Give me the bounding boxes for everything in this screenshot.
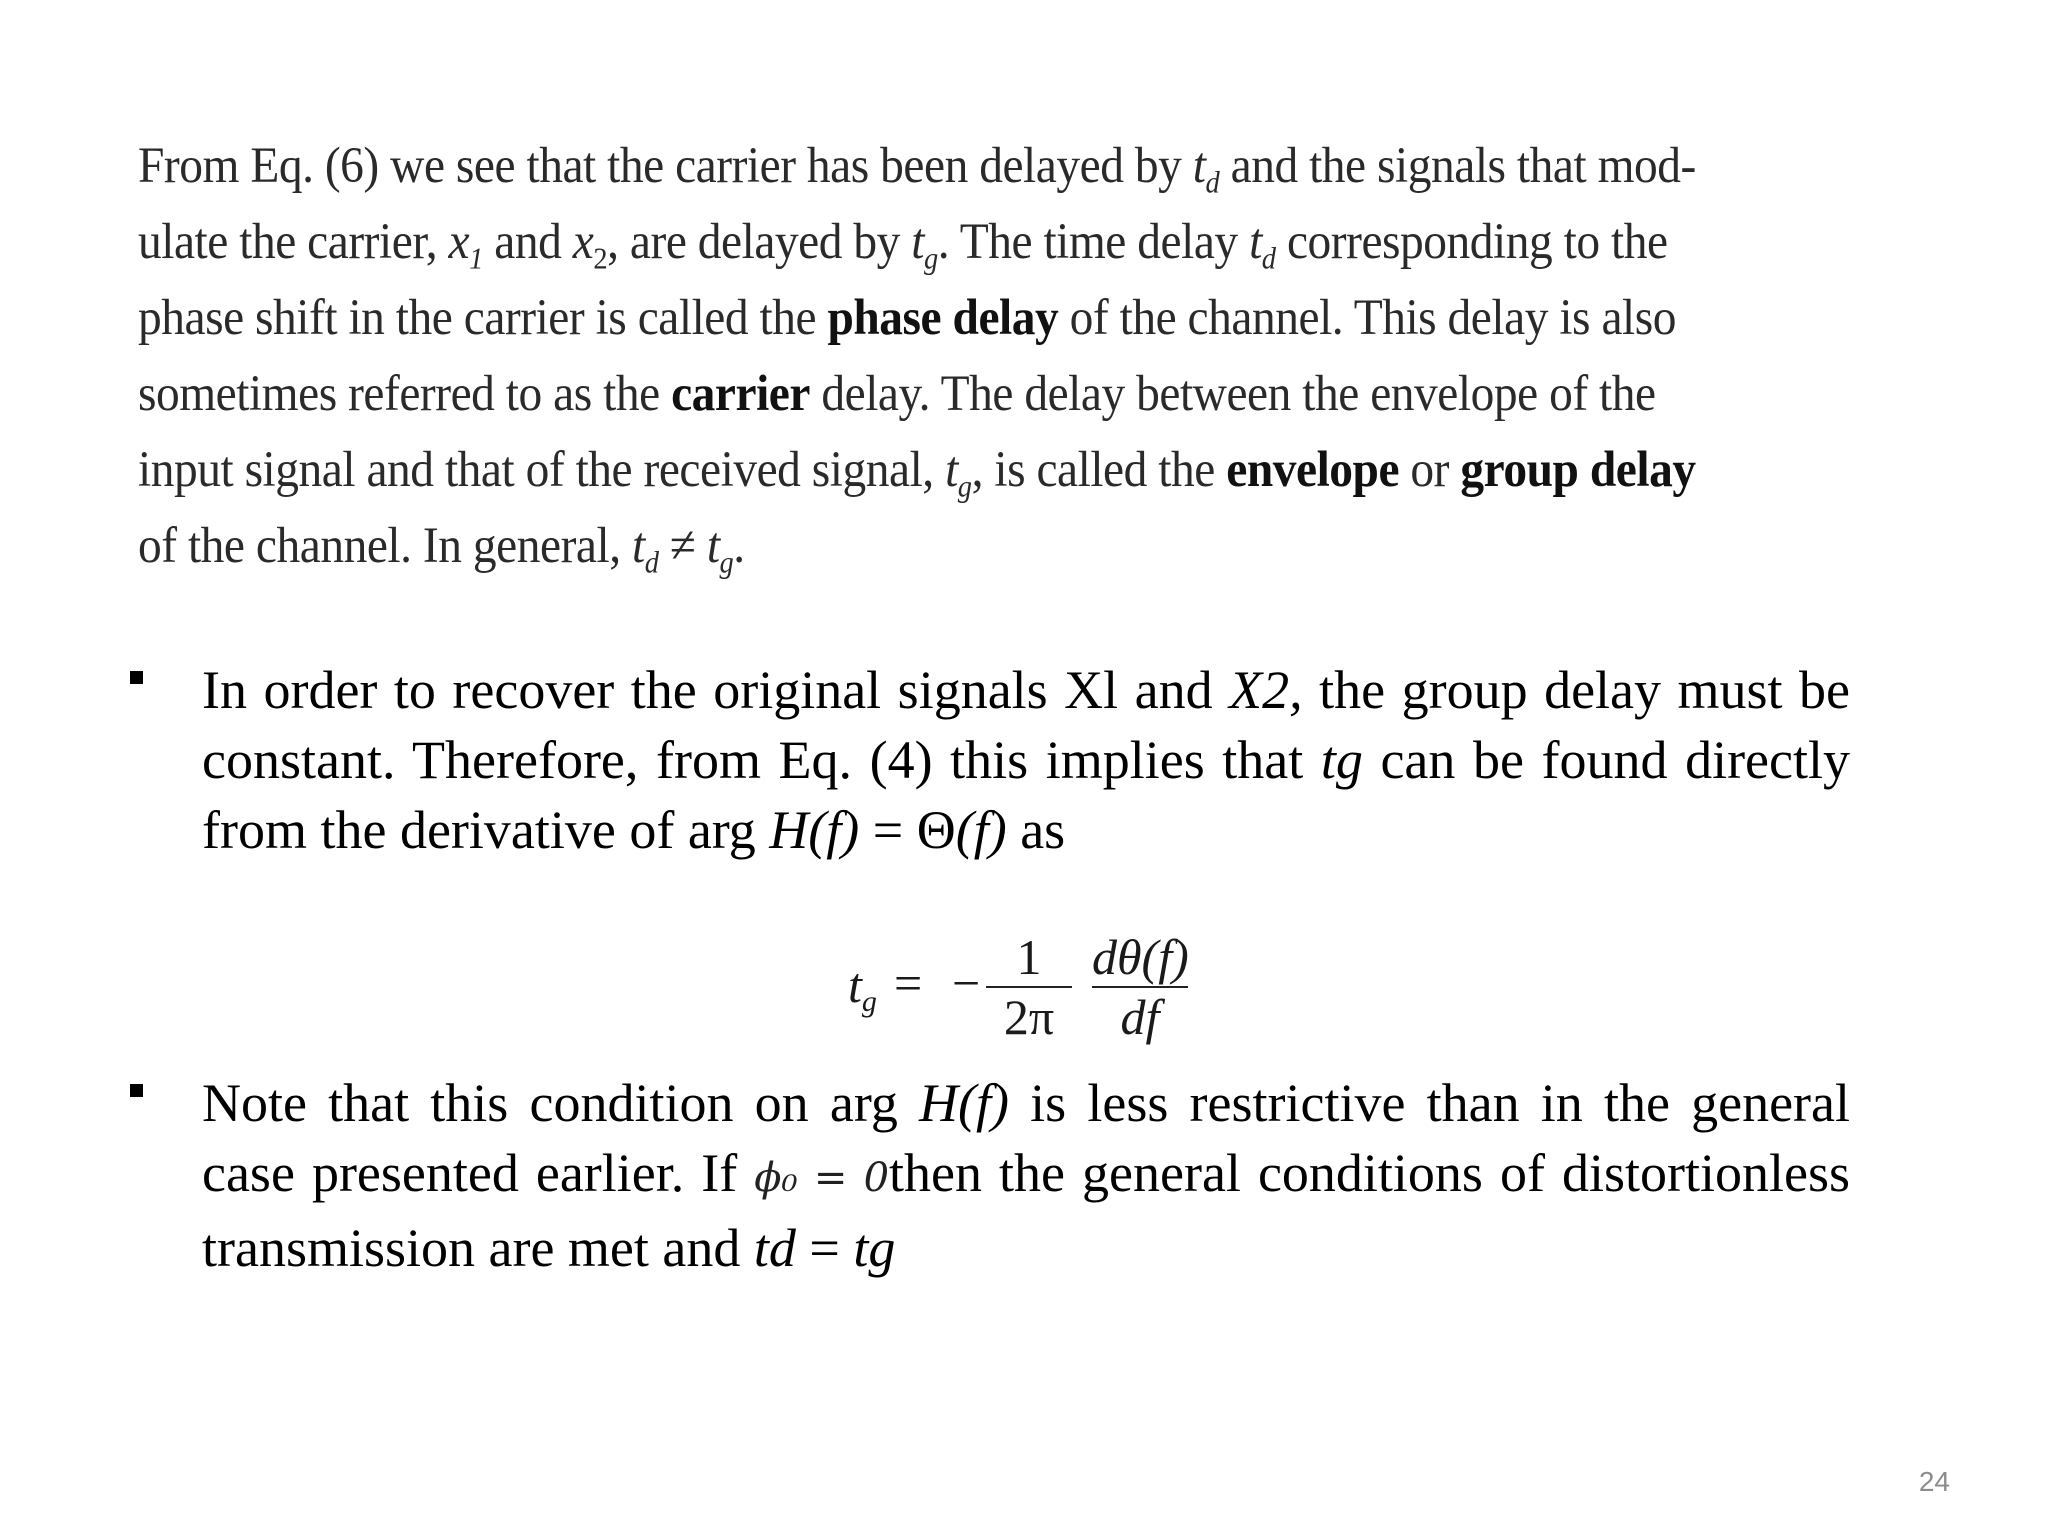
phi-zero-condition: ϕ₀ = 0	[754, 1155, 890, 1201]
equation-equals: =	[894, 955, 923, 1011]
excerpt-line-2: ulate the carrier, $x_1$ and $x_2$, are delayed by $t_g$. The time delay $t_d$ corresponding to the	[138, 214, 1668, 276]
excerpt-line-3: phase shift in the carrier is called the phase delay of the channel. This delay is also	[138, 290, 1676, 346]
excerpt-line-4: sometimes referred to as the carrier delay. The delay between the envelope of the	[138, 366, 1656, 422]
bullet-item-1: In order to recover the original signals Xl and X2, the group delay must be constant. Therefore, from Eq. (4) this implies that tg can be found directly from the derivative of arg H(f) = Θ(f) as	[120, 655, 1850, 865]
bullet-list-2	[120, 1068, 1850, 1283]
excerpt-line-6: of the channel. In general, $t_d \ne t_g$.	[138, 518, 745, 580]
bullet-list	[120, 655, 1850, 865]
term-envelope: envelope	[1226, 442, 1400, 498]
equation-lhs: $t_g$	[848, 957, 877, 1018]
square-bullet-icon	[130, 671, 143, 684]
scanned-textbook-excerpt	[138, 128, 1700, 584]
fraction-one-over-two-pi: 1 2π	[986, 928, 1072, 1046]
page-number: 24	[1918, 1466, 1950, 1497]
bullet-item-2: Note that this condition on arg H(f) is less restrictive than in the general case presented earlier. If ϕ₀ = 0then the general conditions of distortionless transmission are met and td = tg	[120, 1068, 1850, 1283]
term-carrier: carrier	[671, 366, 810, 422]
excerpt-line-1: From Eq. (6) we see that the carrier has been delayed by $t_d$ and the signals that mod-	[138, 138, 1696, 200]
fraction-derivative: dθ(f) df	[1092, 929, 1189, 1045]
square-bullet-icon	[130, 1084, 143, 1097]
term-group-delay: group delay	[1460, 442, 1696, 498]
equation-minus: −	[952, 955, 981, 1011]
term-phase-delay: phase delay	[827, 290, 1059, 346]
excerpt-line-5: input signal and that of the received signal, $t_g$, is called the envelope or group delay	[138, 442, 1696, 504]
group-delay-equation	[848, 928, 1188, 1058]
